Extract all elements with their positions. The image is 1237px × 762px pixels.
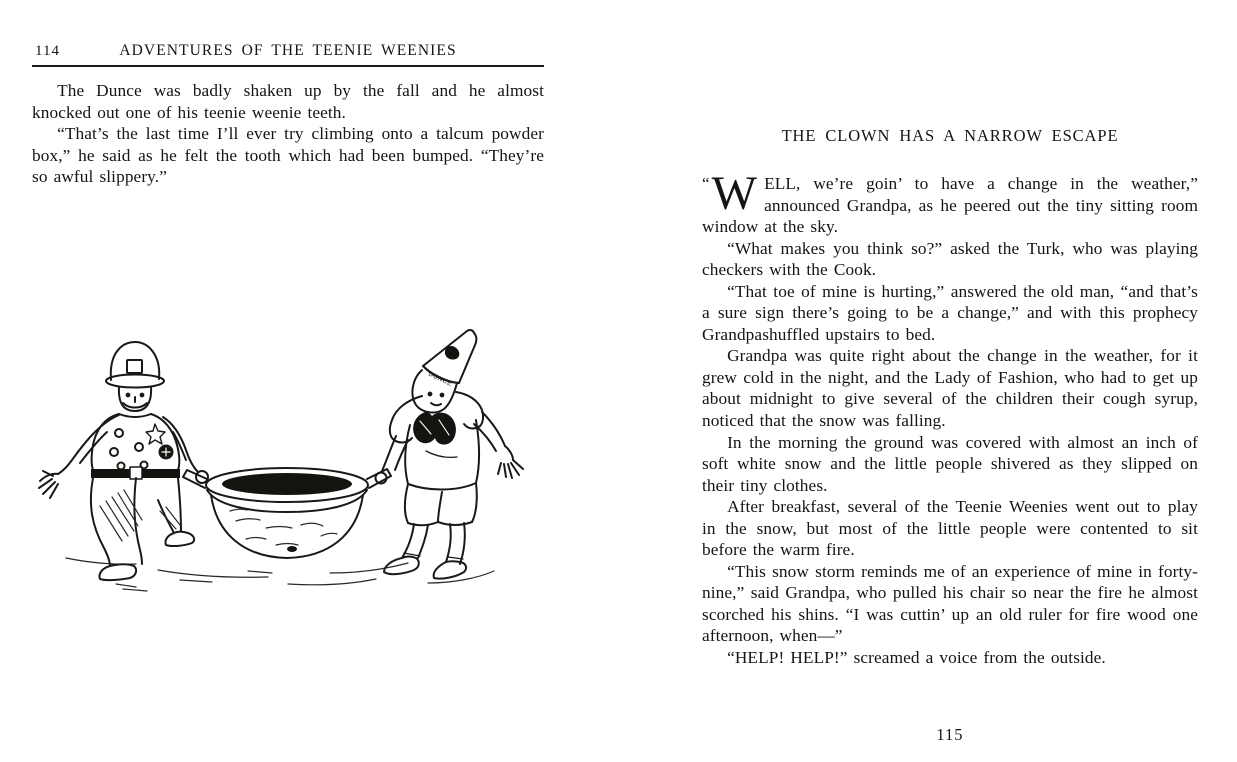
drop-cap-letter: W: [711, 167, 758, 220]
body-paragraph: “This snow storm reminds me of an experience of mine in forty-nine,” said Grandpa, who pulled his chair so near the fire he almost scorched his shins. “I was cuttin’ up an old ruler for fire wood one afternoon, when—”: [702, 561, 1198, 646]
paragraph-text: ELL, we’re goin’ to have a change in the weather,” announced Grandpa, as he peered out the tiny sitting room window at the sky.: [702, 174, 1198, 237]
right-page-text: [702, 167, 1198, 669]
body-paragraph: In the morning the ground was covered with almost an inch of soft white snow and the little people shivered as they slipped on their tiny clothes.: [702, 432, 1198, 495]
running-header: [32, 42, 544, 67]
body-paragraph: “That’s the last time I’ll ever try climbing onto a talcum powder box,” he said as he felt the tooth which had been bumped. “They’re so awful slippery.”: [32, 124, 544, 187]
drop-cap-quote: “: [702, 174, 710, 193]
ground-strokes: [66, 558, 494, 591]
stone-basin: [183, 468, 391, 558]
running-head-title: ADVENTURES OF THE TEENIE WEENIES: [119, 42, 457, 59]
chapter-title: THE CLOWN HAS A NARROW ESCAPE: [781, 126, 1119, 145]
body-paragraph: After breakfast, several of the Teenie Weenies went out to play in the snow, but most of the little people were contented to sit before the warm fire.: [702, 497, 1198, 560]
drop-cap: [702, 167, 758, 220]
body-paragraph-dropcap: [702, 167, 1198, 238]
illustration-policeman-and-dunce-carrying-basin: [30, 320, 537, 612]
body-paragraph: “That toe of mine is hurting,” answered the old man, “and that’s a sure sign there’s going to be a change,” and with this prophecy Grandpashuffled upstairs to bed.: [702, 281, 1198, 344]
body-paragraph: The Dunce was badly shaken up by the fall and he almost knocked out one of his teenie weenie teeth.: [32, 81, 544, 122]
left-page-text: [32, 80, 544, 188]
right-page: [702, 126, 1198, 669]
basin-texture: [230, 509, 337, 552]
dunce-figure: [376, 330, 524, 579]
illustration-drawing: [30, 320, 537, 612]
body-paragraph: Grandpa was quite right about the change in the weather, for it grew cold in the night, and the Lady of Fashion, who had to get up about midnight to give several of the children their cough syrup, noticed that the snow was falling.: [702, 346, 1198, 431]
policeman-hatching: [100, 490, 180, 541]
page-number-bottom: 115: [936, 725, 964, 744]
body-paragraph: “What makes you think so?” asked the Turk, who was playing checkers with the Cook.: [702, 238, 1198, 280]
page-number-top: 114: [35, 43, 60, 59]
body-paragraph: “HELP! HELP!” screamed a voice from the outside.: [727, 648, 1106, 668]
left-page: [32, 42, 544, 188]
dunce-hat-label: DUNCE: [427, 370, 454, 389]
policeman-figure: [39, 342, 208, 580]
